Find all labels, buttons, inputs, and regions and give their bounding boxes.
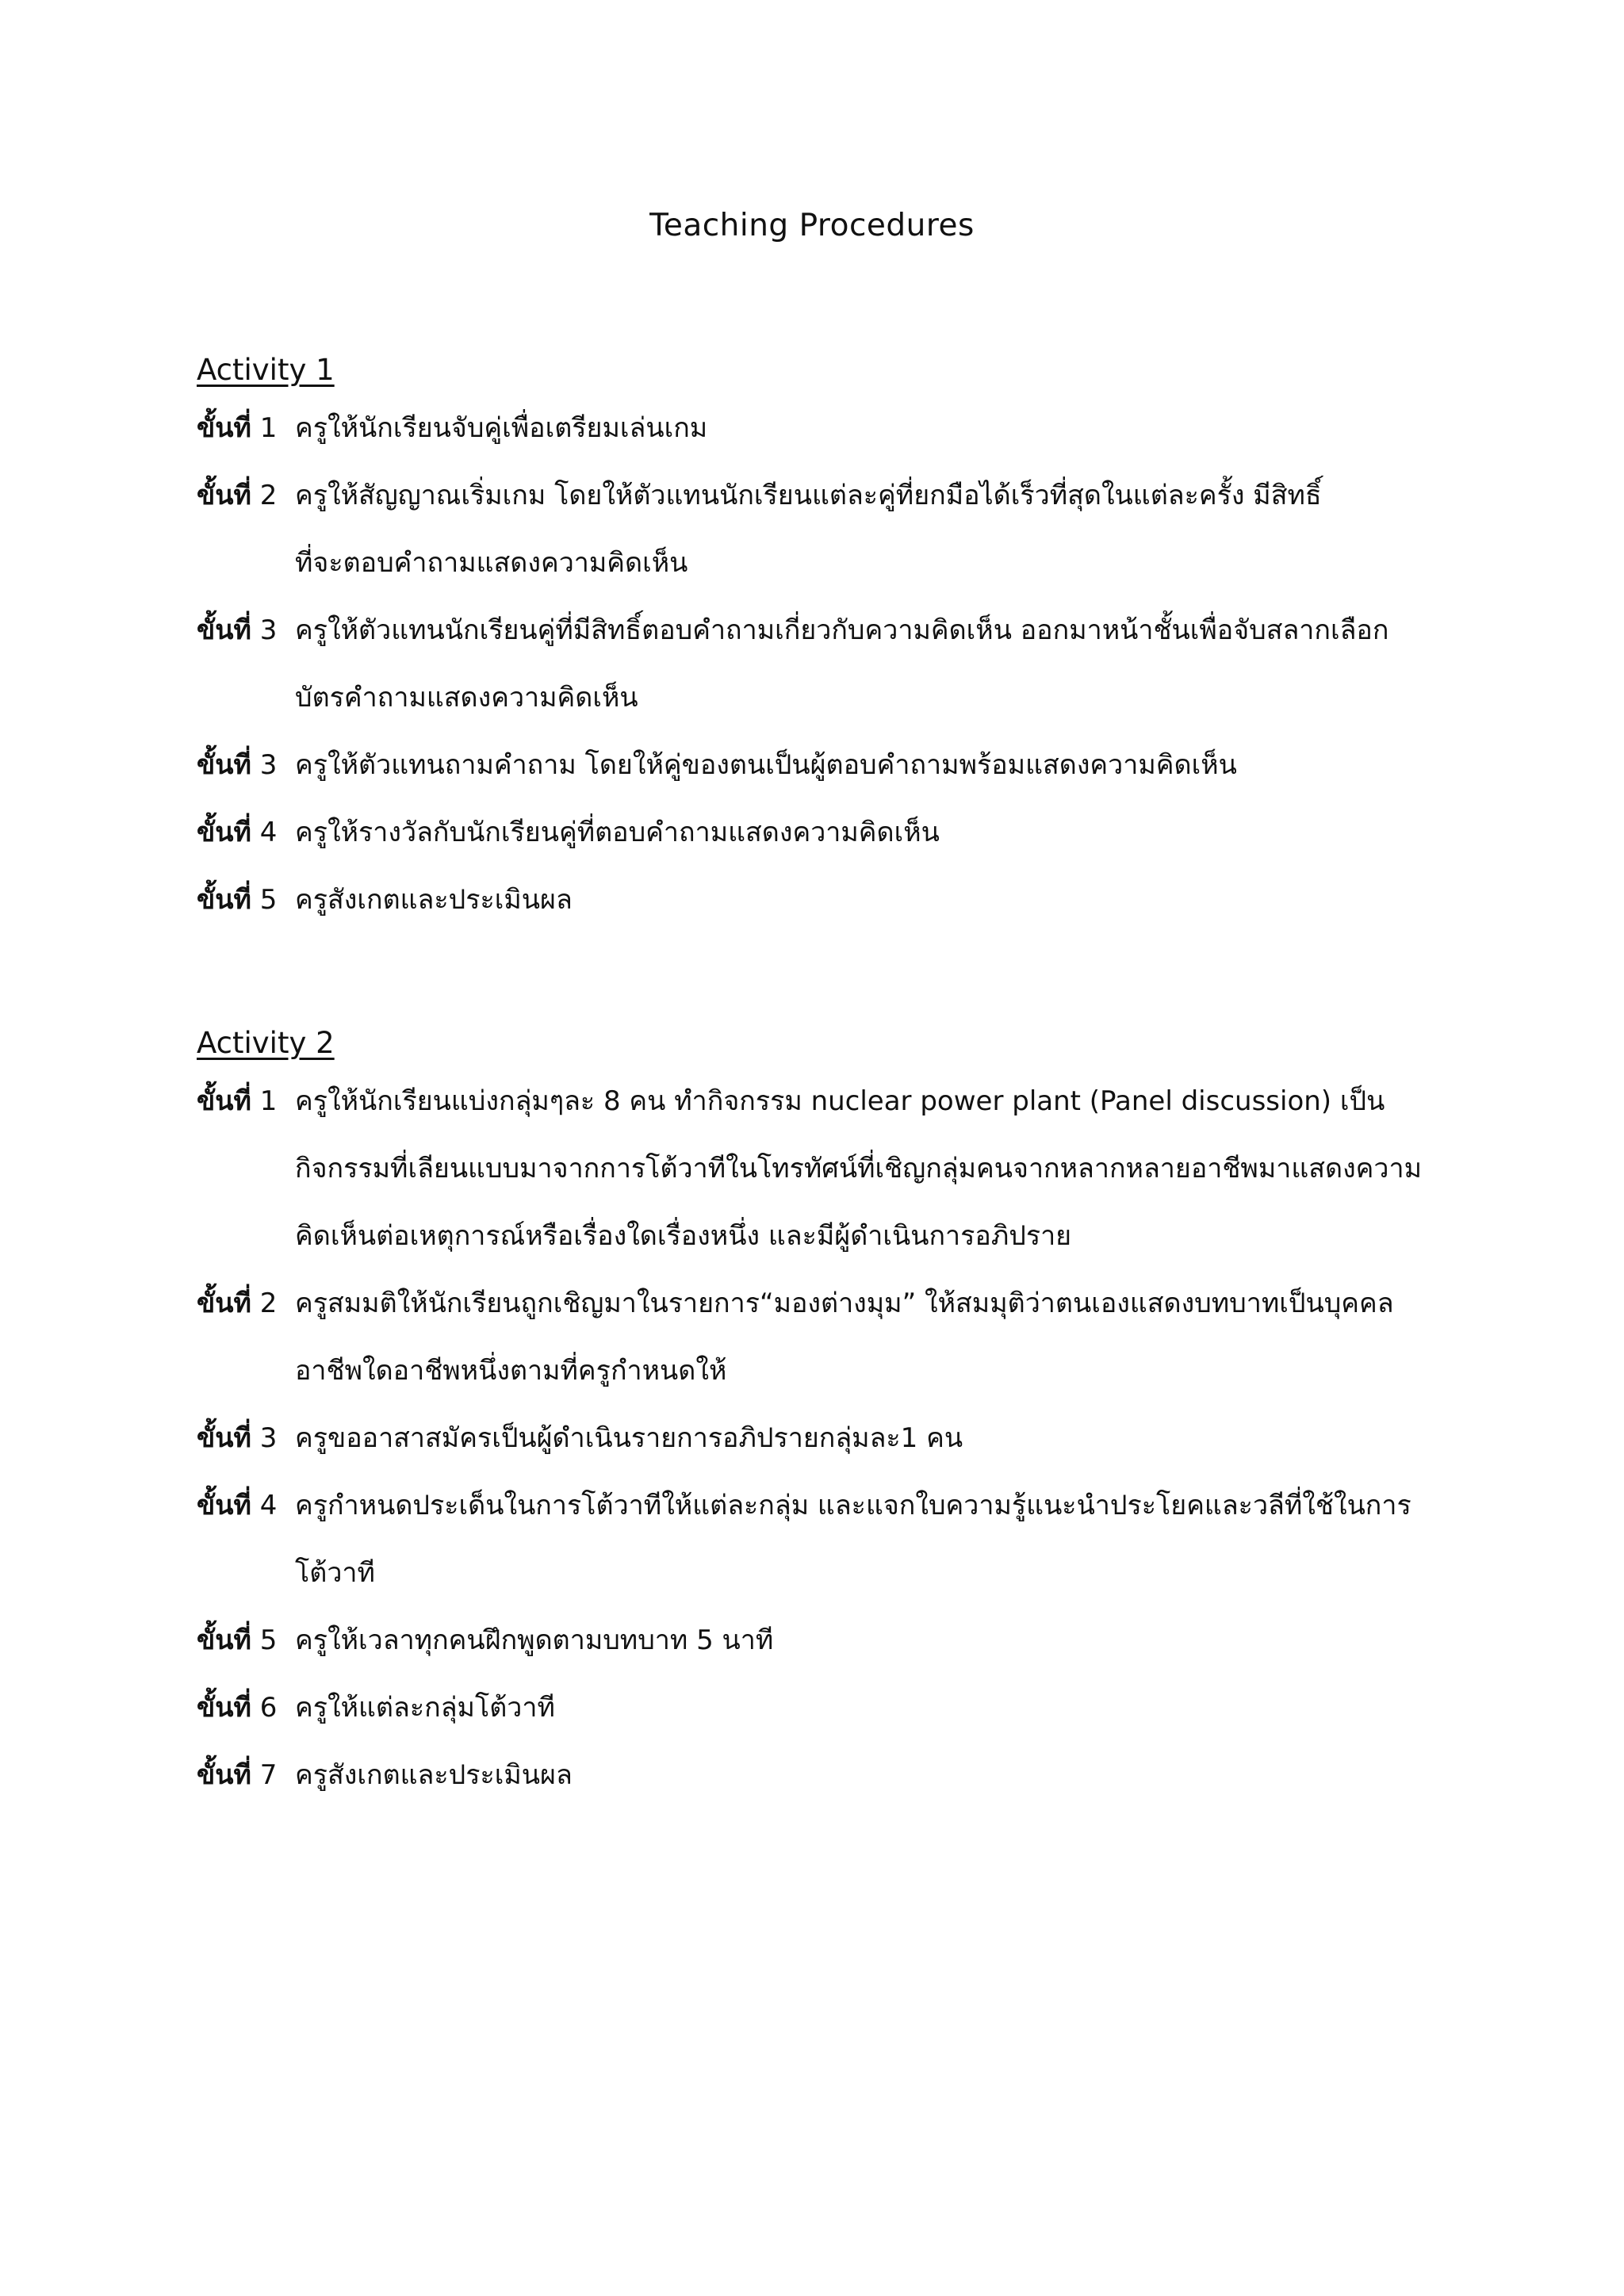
step-text: ครูให้นักเรียนแบ่งกลุ่มๆละ 8 คน ทำกิจกรรม nuclear power plant (Panel discussion) เป็น กิจกรรมที่เลียนแบบมาจากการโต้วาทีในโทรทัศน์ที่เชิญกลุ่มคนจากหลากหลายอาชีพมาแสดงความ คิดเห็นต่อเหตุการณ์หรือเรื่องใดเรื่องหนึ่ง และมีผู้ดำเนินการอภิปราย bbox=[295, 1085, 1423, 1252]
step-word: ขั้นที่ bbox=[197, 1624, 251, 1656]
page-title: Teaching Procedures bbox=[649, 208, 975, 243]
step-text: ครูสังเกตและประเมินผล bbox=[295, 884, 573, 916]
step-word: ขั้นที่ bbox=[197, 1422, 251, 1454]
step-number: 1 bbox=[259, 1085, 278, 1117]
step-word: ขั้นที่ bbox=[197, 1759, 251, 1791]
activity-2-heading: Activity 2 bbox=[197, 1026, 335, 1060]
step-label bbox=[197, 732, 295, 799]
step-item bbox=[197, 462, 1434, 597]
step-label bbox=[197, 1270, 295, 1337]
step-text: ครูให้เวลาทุกคนฝึกพูดตามบทบาท 5 นาที bbox=[295, 1624, 774, 1656]
step-item bbox=[197, 799, 1434, 867]
step-item bbox=[197, 1270, 1434, 1405]
step-word: ขั้นที่ bbox=[197, 1288, 251, 1319]
step-label bbox=[197, 1068, 295, 1135]
step-number: 4 bbox=[259, 817, 278, 848]
step-label bbox=[197, 597, 295, 664]
step-label bbox=[197, 867, 295, 934]
step-number: 2 bbox=[259, 480, 278, 511]
activity-1-section bbox=[197, 346, 1434, 934]
step-item bbox=[197, 1405, 1434, 1472]
step-item bbox=[197, 1068, 1434, 1270]
step-item bbox=[197, 1674, 1434, 1742]
step-number: 3 bbox=[259, 749, 278, 781]
step-word: ขั้นที่ bbox=[197, 614, 251, 646]
step-word: ขั้นที่ bbox=[197, 1490, 251, 1521]
step-word: ขั้นที่ bbox=[197, 412, 251, 444]
step-word: ขั้นที่ bbox=[197, 817, 251, 848]
step-label bbox=[197, 1742, 295, 1809]
step-number: 3 bbox=[259, 1422, 278, 1454]
step-number: 4 bbox=[259, 1490, 278, 1521]
step-word: ขั้นที่ bbox=[197, 480, 251, 511]
step-text: ครูสังเกตและประเมินผล bbox=[295, 1759, 573, 1791]
step-word: ขั้นที่ bbox=[197, 1692, 251, 1724]
step-item bbox=[197, 1607, 1434, 1674]
step-word: ขั้นที่ bbox=[197, 884, 251, 916]
step-text: ครูให้รางวัลกับนักเรียนคู่ที่ตอบคำถามแสดงความคิดเห็น bbox=[295, 817, 940, 848]
step-number: 1 bbox=[259, 412, 278, 444]
step-number: 3 bbox=[259, 614, 278, 646]
step-label bbox=[197, 1405, 295, 1472]
step-number: 6 bbox=[259, 1692, 278, 1724]
step-item bbox=[197, 732, 1434, 799]
step-item bbox=[197, 1742, 1434, 1809]
step-text: ครูกำหนดประเด็นในการโต้วาทีให้แต่ละกลุ่ม และแจกใบความรู้แนะนำประโยคและวลีที่ใช้ในการ โต้วาที bbox=[295, 1490, 1411, 1589]
step-text: ครูสมมติให้นักเรียนถูกเชิญมาในรายการ“มองต่างมุม” ให้สมมุติว่าตนเองแสดงบทบาทเป็นบุคคล อาชีพใดอาชีพหนึ่งตามที่ครูกำหนดให้ bbox=[295, 1288, 1394, 1387]
activity-2-section bbox=[197, 1019, 1434, 1809]
step-label bbox=[197, 1472, 295, 1540]
step-text: ครูให้แต่ละกลุ่มโต้วาที bbox=[295, 1692, 555, 1724]
activity-1-heading: Activity 1 bbox=[197, 353, 335, 387]
step-item bbox=[197, 1472, 1434, 1607]
step-word: ขั้นที่ bbox=[197, 749, 251, 781]
step-label bbox=[197, 1607, 295, 1674]
step-item bbox=[197, 597, 1434, 732]
step-number: 5 bbox=[259, 1624, 278, 1656]
step-label bbox=[197, 395, 295, 462]
step-label bbox=[197, 799, 295, 867]
step-item bbox=[197, 395, 1434, 462]
step-label bbox=[197, 1674, 295, 1742]
step-text: ครูให้ตัวแทนถามคำถาม โดยให้คู่ของตนเป็นผู้ตอบคำถามพร้อมแสดงความคิดเห็น bbox=[295, 749, 1237, 781]
step-text: ครูให้สัญญาณเริ่มเกม โดยให้ตัวแทนนักเรียนแต่ละคู่ที่ยกมือได้เร็วที่สุดในแต่ละครั้ง มีสิทธิ์ ที่จะตอบคำถามแสดงความคิดเห็น bbox=[295, 480, 1322, 579]
step-item bbox=[197, 867, 1434, 934]
step-label bbox=[197, 462, 295, 530]
step-text: ครูให้ตัวแทนนักเรียนคู่ที่มีสิทธิ์ตอบคำถามเกี่ยวกับความคิดเห็น ออกมาหน้าชั้นเพื่อจับสลากเลือก บัตรคำถามแสดงความคิดเห็น bbox=[295, 614, 1389, 714]
step-number: 7 bbox=[259, 1759, 278, 1791]
step-word: ขั้นที่ bbox=[197, 1085, 251, 1117]
step-text: ครูขออาสาสมัครเป็นผู้ดำเนินรายการอภิปรายกลุ่มละ1 คน bbox=[295, 1422, 963, 1454]
step-number: 5 bbox=[259, 884, 278, 916]
step-text: ครูให้นักเรียนจับคู่เพื่อเตรียมเล่นเกม bbox=[295, 412, 708, 444]
step-number: 2 bbox=[259, 1288, 278, 1319]
